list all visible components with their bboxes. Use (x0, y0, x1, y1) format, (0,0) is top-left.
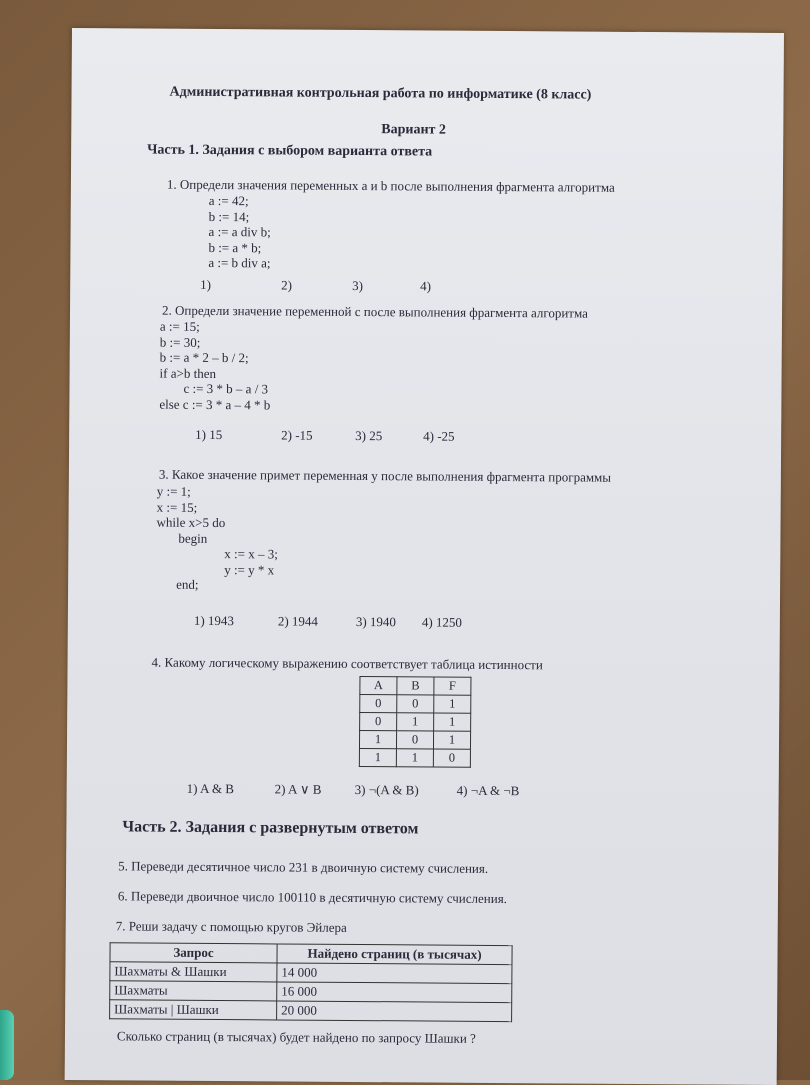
task7-text: 7. Реши задачу с помощью кругов Эйлера (115, 918, 347, 935)
green-object (0, 1010, 14, 1080)
task3-code (156, 484, 278, 593)
task2-option-2: 2) -15 (281, 427, 313, 443)
header-cell: Найдено страниц (в тысячах) (277, 944, 512, 965)
table-cell: 0 (360, 713, 397, 731)
table-cell: 1 (397, 713, 434, 731)
table-cell: 1 (359, 749, 396, 767)
table-cell: Шахматы | Шашки (110, 1000, 277, 1020)
code-line: a := a div b; (208, 223, 271, 240)
code-line: while x>5 do (156, 514, 226, 531)
table-header-row (360, 677, 471, 696)
table-cell: 0 (360, 695, 397, 713)
code-line: b := 14; (208, 208, 250, 224)
code-line: x := x – 3; (224, 546, 278, 562)
table-row (360, 695, 471, 714)
task3-option-4: 4) 1250 (421, 614, 463, 630)
table-cell: 16 000 (277, 982, 512, 1003)
table-cell: 0 (397, 695, 434, 713)
table-cell: Шахматы & Шашки (110, 962, 277, 982)
task4-option-1: 1) A & B (186, 780, 235, 797)
search-table (109, 942, 513, 1022)
table-cell: 1 (396, 749, 433, 767)
code-line: a := 42; (208, 192, 249, 209)
task1-option-4: 4) (420, 278, 432, 294)
code-line: y := y * x (224, 561, 275, 577)
variant-label: Вариант 2 (381, 122, 446, 138)
table-cell: 1 (433, 731, 470, 749)
code-line: b := 30; (159, 334, 201, 350)
task2-option-4: 4) -25 (423, 428, 455, 444)
task3-option-3: 3) 1940 (355, 613, 397, 630)
table-cell: 1 (434, 695, 471, 713)
table-cell: 0 (433, 749, 470, 767)
task2-question: 2. Определи значение переменной c после выполнения фрагмента алгоритма (161, 302, 588, 321)
task4-question: 4. Какому логическому выражению соответствует таблица истинности (151, 654, 543, 673)
task2-code (159, 319, 271, 413)
task1-option-1: 1) (200, 276, 212, 292)
task1-option-3: 3) (352, 277, 364, 294)
table-cell: 1 (434, 713, 471, 731)
part1-heading: Часть 1. Задания с выбором варианта ответа (147, 142, 433, 160)
table-cell: 20 000 (277, 1001, 512, 1022)
code-line: else c := 3 * a – 4 * b (159, 396, 271, 412)
code-line: b := a * b; (208, 239, 262, 255)
task3-question: 3. Какое значение примет переменная y после выполнения фрагмента программы (158, 466, 612, 485)
code-line: y := 1; (156, 483, 191, 499)
code-line: end; (176, 576, 199, 592)
task1-option-2: 2) (281, 277, 293, 293)
task6-text: 6. Переведи двоичное число 100110 в десятичную систему счисления. (117, 888, 508, 907)
code-line: if a>b then (159, 365, 217, 381)
table-row (359, 731, 470, 750)
task4-option-3: 3) ¬(A & B) (354, 781, 419, 798)
test-sheet (65, 28, 784, 1085)
table-cell: 14 000 (277, 963, 512, 984)
table-cell: 1 (359, 731, 396, 749)
truth-table (359, 676, 472, 768)
header-cell: Запрос (110, 943, 277, 963)
task5-text: 5. Переведи десятичное число 231 в двоичную систему счисления. (118, 858, 489, 876)
task3-option-2: 2) 1944 (277, 613, 319, 629)
task2-option-3: 3) 25 (355, 427, 383, 444)
task1-code (208, 193, 271, 271)
header-cell: B (397, 677, 434, 695)
code-line: b := a * 2 – b / 2; (159, 349, 249, 366)
header-cell: A (360, 677, 397, 695)
document-title: Административная контрольная работа по информатике (8 класс) (169, 84, 592, 103)
table-cell: Шахматы (110, 981, 277, 1001)
part2-heading: Часть 2. Задания с развернутым ответом (122, 818, 419, 838)
code-line: a := b div a; (208, 254, 271, 271)
table-row (359, 749, 470, 768)
task3-option-1: 1) 1943 (193, 612, 235, 629)
table-cell: 0 (396, 731, 433, 749)
table-row (360, 713, 471, 732)
task1-question: 1. Определи значения переменных a и b после выполнения фрагмента алгоритма (166, 176, 615, 195)
table-row (110, 1000, 512, 1022)
header-cell: F (434, 677, 471, 695)
code-line: begin (178, 530, 208, 546)
task4-option-4: 4) ¬A & ¬B (456, 782, 520, 799)
task2-option-1: 1) 15 (195, 426, 223, 443)
task7-question: Сколько страниц (в тысячах) будет найдено по запросу Шашки ? (116, 1028, 476, 1046)
task4-option-2: 2) A ∨ B (274, 781, 322, 797)
code-line: c := 3 * b – a / 3 (183, 380, 269, 397)
code-line: x := 15; (156, 499, 198, 515)
code-line: a := 15; (159, 318, 200, 334)
